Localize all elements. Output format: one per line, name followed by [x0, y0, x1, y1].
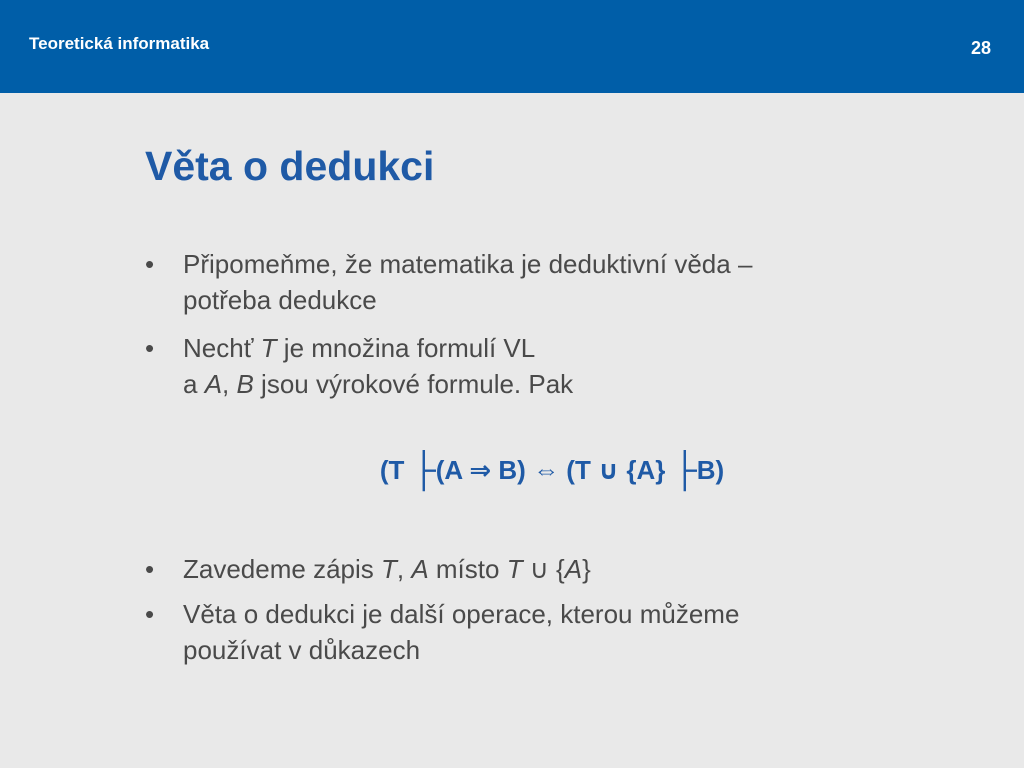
- bullet-dot: •: [145, 554, 155, 584]
- bullet-item-1: [145, 246, 885, 318]
- symbol-A: A: [564, 554, 583, 584]
- text-fragment: ,: [396, 554, 412, 584]
- text-fragment: ,: [222, 369, 237, 399]
- course-title: Teoretická informatika: [29, 34, 210, 53]
- bullet-text: [183, 551, 885, 587]
- formula-part: (T: [379, 455, 412, 485]
- formula-part: (A ⇒ B) ⇔ (T ∪ {A}: [435, 455, 673, 485]
- text-fragment: Nechť: [183, 333, 261, 363]
- header-bar: [0, 0, 1024, 93]
- text-fragment: jsou výrokové formule. Pak: [253, 369, 574, 399]
- bullet-item-2: [145, 330, 885, 402]
- symbol-A: A: [411, 554, 429, 584]
- bullet-line: Připomeňme, že matematika je deduktivní věda –: [183, 249, 753, 279]
- bullet-dot: •: [145, 249, 155, 279]
- deduction-formula: [0, 451, 1024, 489]
- turnstile-symbol: ├: [411, 451, 436, 489]
- bullet-dot: •: [145, 333, 155, 363]
- text-fragment: ∪ {: [522, 554, 565, 584]
- bullet-text: [183, 246, 885, 318]
- bullet-line: potřeba dedukce: [183, 285, 377, 315]
- text-fragment: místo: [428, 554, 507, 584]
- bullet-item-3: [145, 551, 885, 587]
- text-fragment: }: [582, 554, 591, 584]
- bullet-item-4: [145, 596, 885, 668]
- text-fragment: je množina formulí VL: [276, 333, 536, 363]
- turnstile-symbol: ├: [672, 451, 697, 489]
- formula-part: B): [696, 455, 725, 485]
- symbol-T: T: [260, 333, 277, 363]
- page-number: 28: [970, 38, 991, 58]
- symbol-T: T: [380, 554, 397, 584]
- text-fragment: a: [183, 369, 205, 399]
- bullet-line: Věta o dedukci je další operace, kterou můžeme: [183, 599, 740, 629]
- bullet-dot: •: [145, 599, 155, 629]
- bullet-line: používat v důkazech: [183, 635, 421, 665]
- symbol-B: B: [236, 369, 254, 399]
- bullet-text: [183, 596, 885, 668]
- bullet-text: [183, 330, 885, 402]
- symbol-A: A: [204, 369, 223, 399]
- text-fragment: Zavedeme zápis: [183, 554, 381, 584]
- slide-title: Věta o dedukci: [145, 143, 435, 189]
- symbol-T: T: [506, 554, 523, 584]
